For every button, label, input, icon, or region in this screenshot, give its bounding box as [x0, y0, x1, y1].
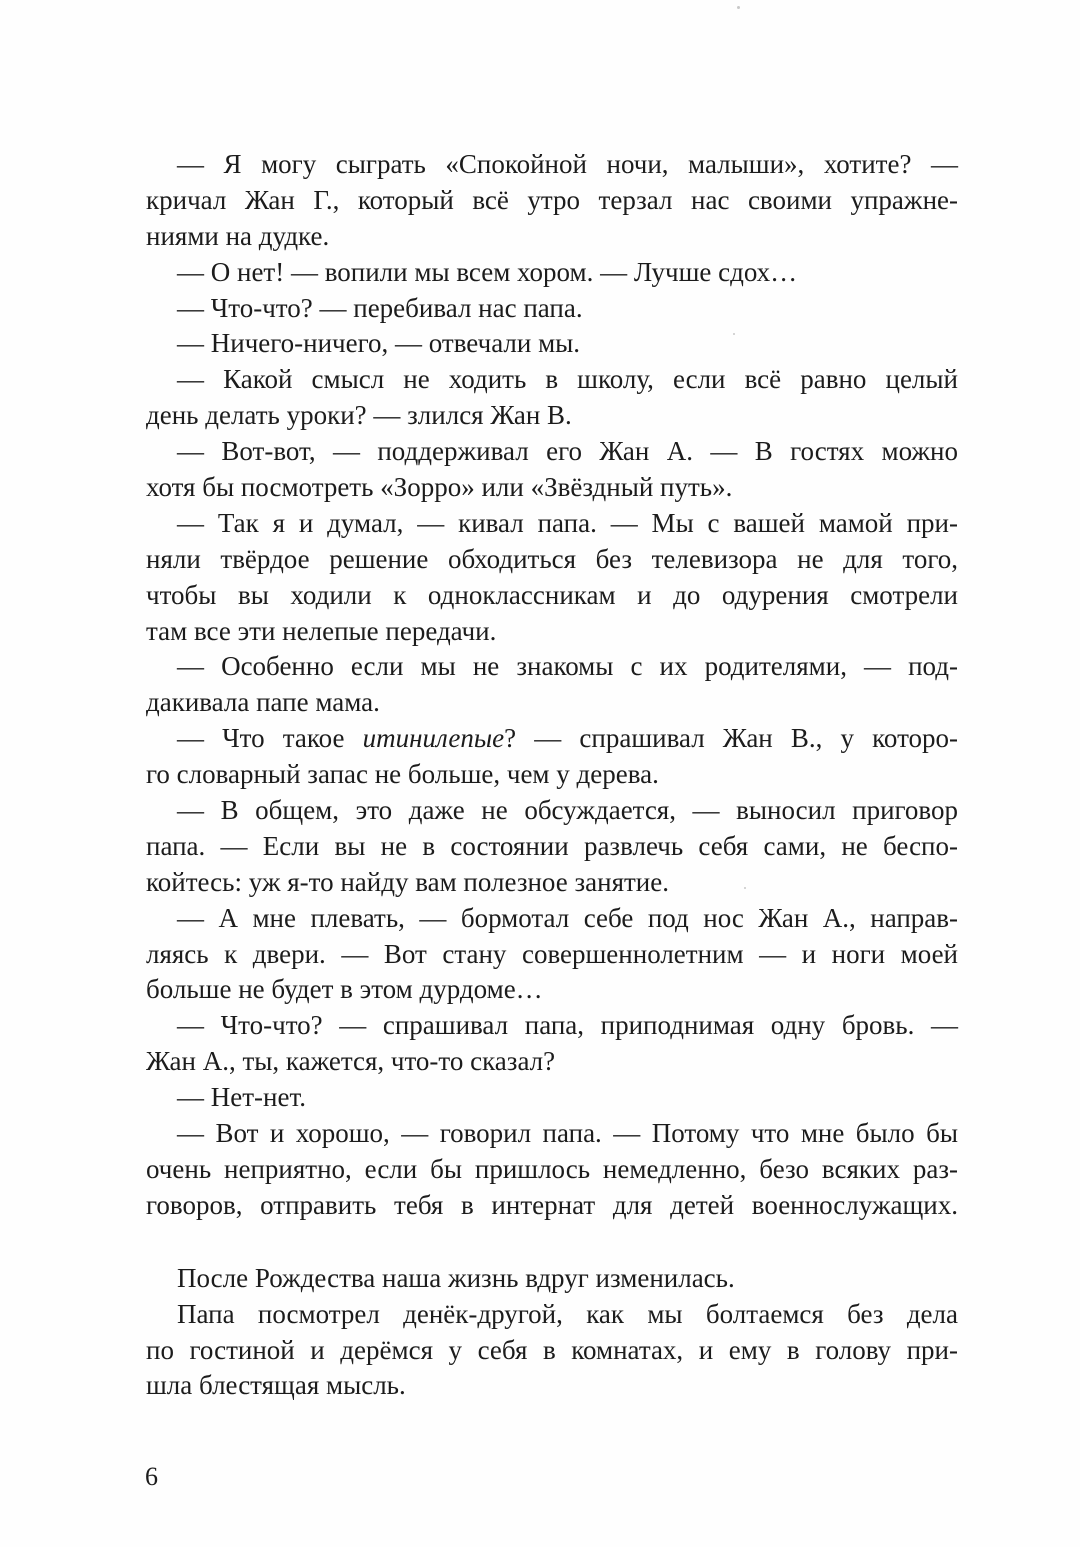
text-line: — Вот и хорошо, — говорил папа. — Потому что мне было бы: [177, 1118, 958, 1149]
paragraph: [146, 147, 958, 255]
text-line: Папа посмотрел денёк-другой, как мы болтаемся без дела: [177, 1298, 958, 1329]
italic-word: итинилепые: [362, 723, 505, 754]
text-line: — Вот-вот, — поддерживал его Жан А. — В гостях можно: [177, 436, 958, 467]
section-break: [146, 1224, 958, 1261]
text-line: — Какой смысл не ходить в школу, если всё равно целый: [177, 364, 958, 395]
paragraph: [146, 1116, 958, 1224]
paragraph: [146, 1008, 958, 1080]
text-line: — Особенно если мы не знакомы с их родителями, — под-: [177, 651, 958, 682]
text-run: ? — спрашивал Жан В., у которо-: [504, 723, 958, 754]
text-line: После Рождества наша жизнь вдруг изменилась.: [177, 1262, 735, 1293]
text-line: больше не будет в этом дурдоме…: [146, 974, 543, 1005]
text-line: — Я могу сыграть «Спокойной ночи, малыши», хотите? —: [177, 149, 958, 179]
text-line: — Так я и думал, — кивал папа. — Мы с вашей мамой при-: [177, 507, 958, 538]
text-line: ниями на дудке.: [146, 220, 330, 251]
text-line: очень неприятно, если бы пришлось немедленно, безо всяких раз-: [146, 1153, 958, 1184]
text-line: — Что-что? — перебивал нас папа.: [177, 292, 583, 323]
paragraph: [146, 721, 958, 793]
paragraph: [146, 649, 958, 721]
text-run: — Что такое: [177, 723, 363, 754]
text-line: няли твёрдое решение обходиться без телевизора не для того,: [146, 543, 958, 574]
text-line: — А мне плевать, — бормотал себе под нос Жан А., направ-: [177, 902, 958, 933]
page-number: 6: [145, 1462, 158, 1491]
text-line: папа. — Если вы не в состоянии развлечь себя сами, не беспо-: [146, 830, 958, 861]
text-line: дакивала папе мама.: [146, 687, 380, 718]
text-line: по гостиной и дерёмся у себя в комнатах, и ему в голову при-: [146, 1334, 958, 1365]
text-line: — Нет-нет.: [177, 1082, 306, 1113]
body-text: [146, 147, 958, 1404]
text-line: чтобы вы ходили к одноклассникам и до одурения смотрели: [146, 579, 958, 610]
text-line: шла блестящая мысль.: [146, 1370, 406, 1401]
scan-speck: [733, 333, 735, 335]
paragraph: [146, 255, 958, 291]
paragraph: [146, 1261, 958, 1297]
paragraph: [146, 326, 958, 362]
text-line: койтесь: уж я-то найду вам полезное занятие.: [146, 866, 669, 897]
text-line: хотя бы посмотреть «Зорро» или «Звёздный путь».: [146, 472, 733, 503]
text-line: ляясь к двери. — Вот стану совершеннолетним — и ноги моей: [146, 938, 958, 969]
text-line: Жан А., ты, кажется, что-то сказал?: [146, 1046, 556, 1077]
paragraph: [146, 434, 958, 506]
paragraph: [146, 901, 958, 1009]
text-line: — В общем, это даже не обсуждается, — выносил приговор: [177, 795, 958, 826]
scan-speck: [737, 6, 740, 9]
paragraph: [146, 362, 958, 434]
paragraph: [146, 1297, 958, 1405]
text-line: [146, 721, 958, 757]
text-line: — Что-что? — спрашивал папа, приподнимая одну бровь. —: [177, 1010, 958, 1041]
scan-speck: [744, 887, 746, 889]
text-line: — Ничего-ничего, — отвечали мы.: [177, 328, 581, 359]
text-line: го словарный запас не больше, чем у дерева.: [146, 759, 659, 790]
text-line: день делать уроки? — злился Жан В.: [146, 400, 572, 431]
text-line: говоров, отправить тебя в интернат для детей военнослужащих.: [146, 1189, 958, 1220]
paragraph: [146, 506, 958, 650]
paragraph: [146, 291, 958, 327]
paragraph: [146, 1080, 958, 1116]
text-line: — О нет! — вопили мы всем хором. — Лучше сдох…: [177, 256, 798, 287]
paragraph: [146, 793, 958, 901]
text-line: там все эти нелепые передачи.: [146, 615, 497, 646]
text-line: кричал Жан Г., который всё утро терзал нас своими упражне-: [146, 184, 958, 215]
